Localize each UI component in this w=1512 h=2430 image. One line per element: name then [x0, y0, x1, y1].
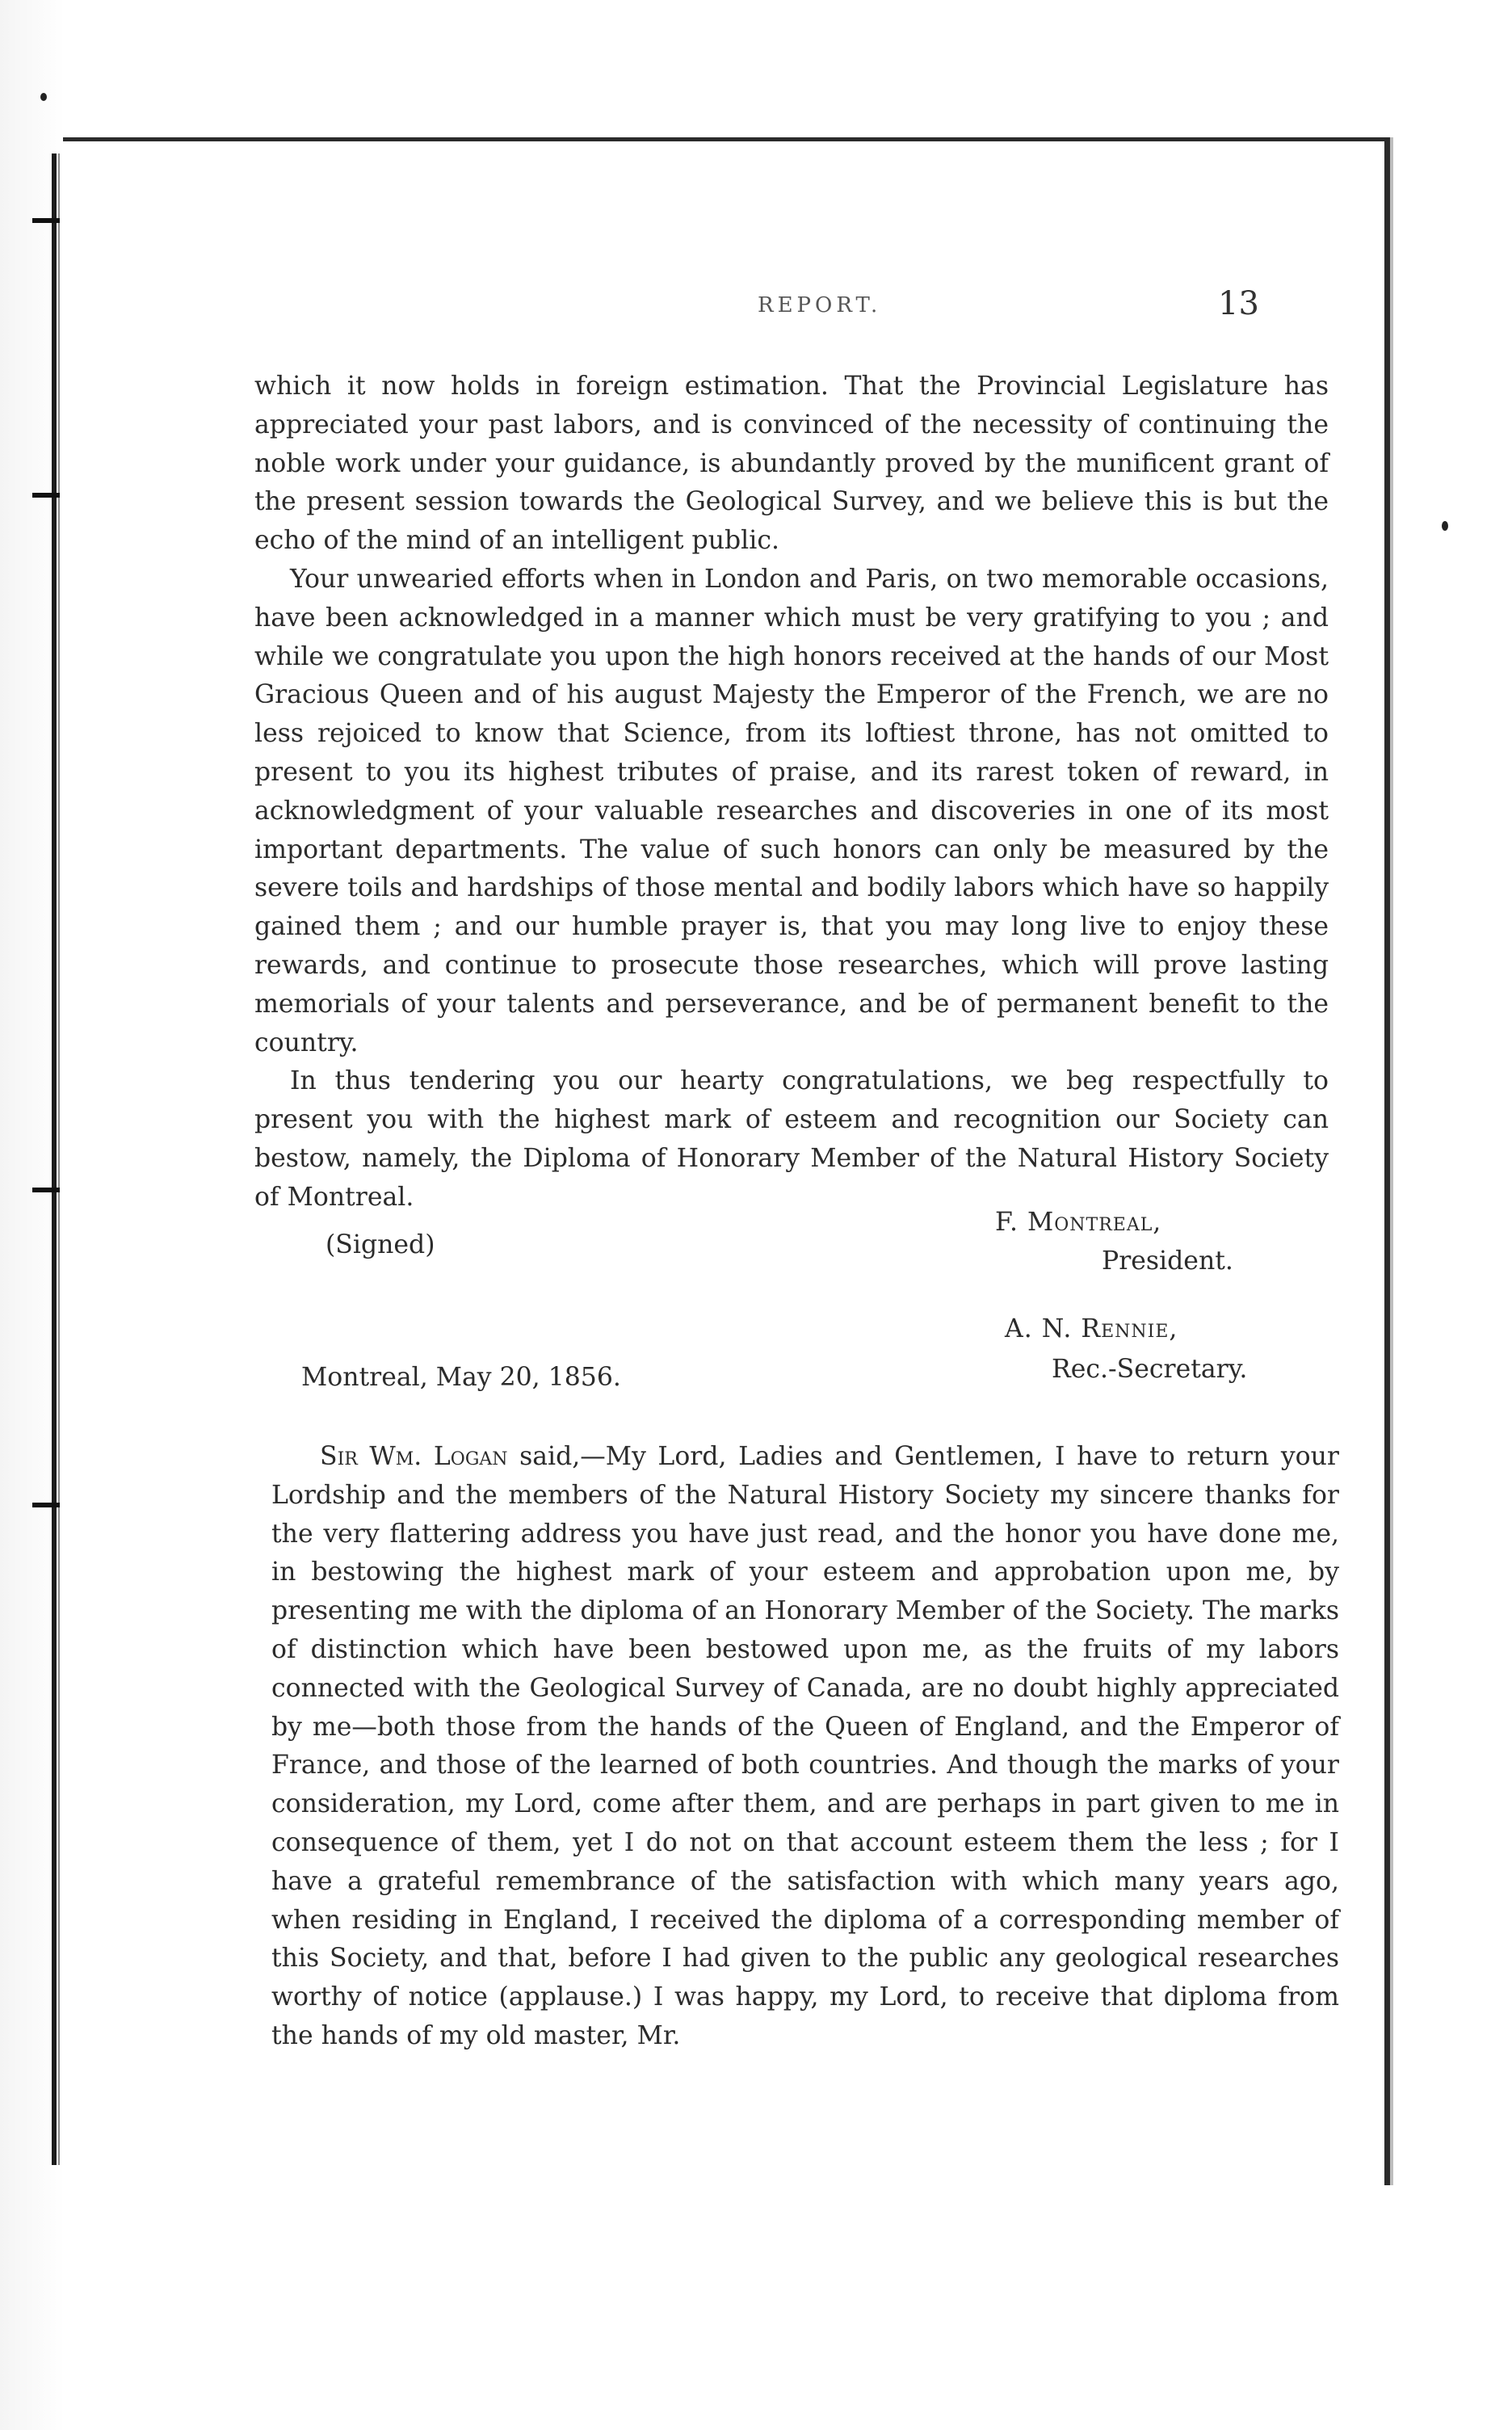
speech-text	[271, 1438, 1339, 2056]
paragraph: Your unwearied efforts when in London and Paris, on two memorable occasions, have been acknowledged in a manner which must be very gratifying to you ; and while we congratulate you upon the high honors received at the hands of our Most Gracious Queen and of his august Majesty the Emperor of the French, we are no less rejoiced to know that Science, from its loftiest throne, has not omitted to present to you its highest tributes of praise, and its rarest token of reward, in acknowledgment of your valuable researches and discoveries in one of its most important departments. The value of such honors can only be measured by the severe toils and hardships of those mental and bodily labors which have so happily gained them ; and our humble prayer is, that you may long live to enjoy these rewards, and continue to prosecute those researches, which will prove lasting memorials of your talents and perseverance, and be of permanent benefit to the country.	[254, 564, 1329, 1057]
dateline: Montreal, May 20, 1856.	[301, 1363, 621, 1392]
binding-mark	[32, 218, 60, 223]
paragraph: In thus tendering you our hearty congratulations, we beg respectfully to present you with the highest mark of esteem and recognition our Society can bestow, namely, the Diploma of Honorary Member of the Natural History Society of Montreal.	[254, 1066, 1329, 1212]
binding-edge-shadow	[58, 153, 60, 2165]
binding-edge	[52, 153, 57, 2165]
running-title: REPORT.	[758, 293, 882, 317]
signer-name: F. Montreal,	[995, 1208, 1162, 1237]
binding-mark	[32, 493, 60, 498]
signer-name: A. N. Rennie,	[1005, 1314, 1178, 1343]
page-number: 13	[1218, 285, 1259, 322]
speaker-name: Sir Wm. Logan	[320, 1442, 508, 1471]
paragraph: which it now holds in foreign estimation. That the Provincial Legislature has appreciated your past labors, and is convinced of the necessity of continuing the noble work under your guidance, is abundantly proved by the munificent grant of the present session towards the Geological Survey, and we believe this is but the echo of the mind of an intelligent public.	[254, 372, 1329, 556]
scan-speck	[40, 93, 47, 101]
binding-mark	[32, 1503, 60, 1507]
scan-speck	[1442, 521, 1448, 531]
running-head	[63, 285, 1384, 334]
book-page	[63, 137, 1390, 2185]
binding-mark	[32, 1188, 60, 1192]
signer-title: President.	[1102, 1247, 1233, 1276]
signed-label: (Signed)	[326, 1230, 435, 1259]
address-text	[254, 368, 1329, 1217]
signer-title: Rec.-Secretary.	[1052, 1355, 1248, 1384]
paragraph	[271, 1438, 1339, 2056]
speech-body: said,—My Lord, Ladies and Gentlemen, I have to return your Lordship and the members of the Natural History Society my sincere thanks for the very flattering address you have just read, and the honor you have done me, in bestowing the highest mark of your esteem and approbation upon me, by presenting me with the diploma of an Honorary Member of the Society. The marks of distinction which have been bestowed upon me, as the fruits of my labors connected with the Geological Survey of Canada, are no doubt highly appreciated by me—both those from the hands of the Queen of England, and the Emperor of France, and those of the learned of both countries. And though the marks of your consideration, my Lord, come after them, and are perhaps in part given to me in consequence of them, yet I do not on that account esteem them the less ; for I have a grateful remembrance of the satisfaction with which many years ago, when residing in England, I received the diploma of a corresponding member of this Society, and that, before I had given to the public any geological researches worthy of notice (applause.) I was happy, my Lord, to receive that diploma from the hands of my old master, Mr.	[271, 1442, 1339, 2050]
